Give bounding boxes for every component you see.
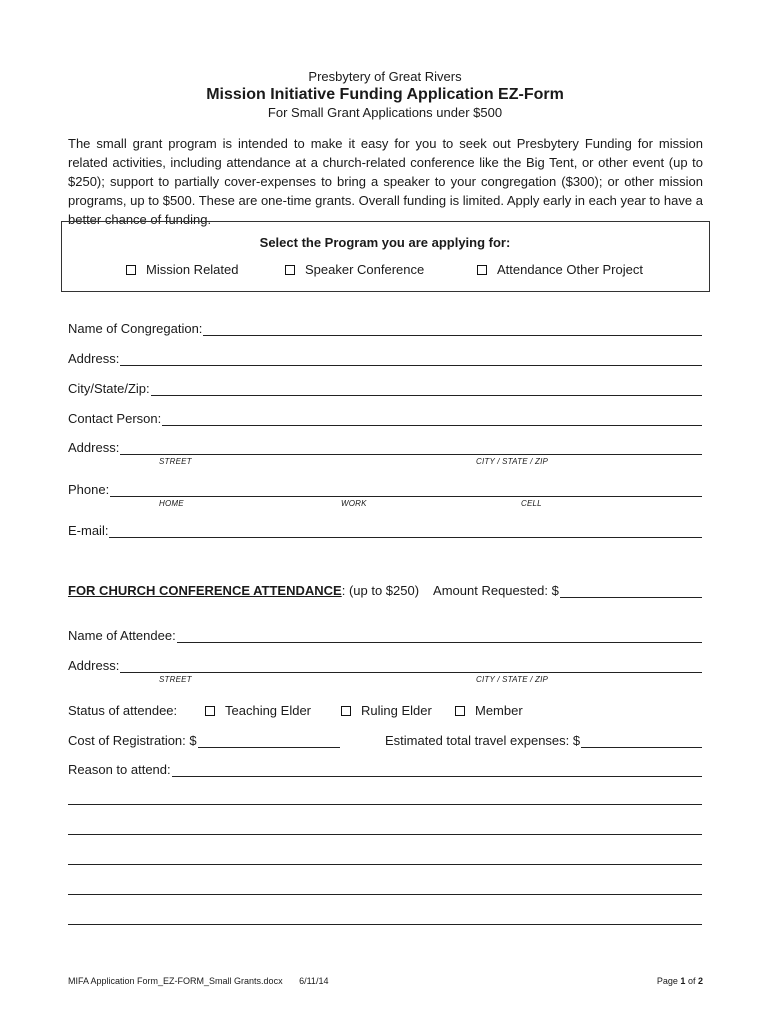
- option-label: Speaker Conference: [305, 262, 425, 277]
- footer-file-info: [68, 976, 328, 986]
- field-label: City/State/Zip:: [68, 381, 150, 396]
- footer-filename: MIFA Application Form_EZ-FORM_Small Grants.docx: [68, 976, 283, 986]
- program-selection-title: Select the Program you are applying for:: [259, 235, 511, 250]
- city-state-zip-field[interactable]: [68, 381, 702, 396]
- status-teaching-elder[interactable]: [205, 703, 311, 718]
- reason-line[interactable]: [68, 894, 702, 895]
- status-ruling-elder[interactable]: [341, 703, 432, 718]
- registration-cost-field[interactable]: [68, 733, 340, 748]
- travel-expenses-field[interactable]: [385, 733, 702, 748]
- field-label: Name of Attendee:: [68, 628, 176, 643]
- footer-date: 6/11/14: [299, 976, 329, 986]
- conference-heading: FOR CHURCH CONFERENCE ATTENDANCE: [68, 583, 342, 598]
- input-line[interactable]: [581, 734, 702, 748]
- footer-page-number: [600, 976, 703, 986]
- option-speaker-conference[interactable]: [285, 262, 424, 277]
- form-subtitle: For Small Grant Applications under $500: [267, 105, 503, 120]
- field-label: Address:: [68, 351, 120, 366]
- field-label: Name of Congregation:: [68, 321, 203, 336]
- conference-heading-row: [68, 583, 702, 598]
- field-label: Phone:: [68, 482, 110, 497]
- attendee-city-caption: CITY / STATE / ZIP: [476, 675, 549, 684]
- checkbox-icon[interactable]: [341, 706, 351, 716]
- input-line[interactable]: [120, 352, 702, 366]
- amount-requested-label: Amount Requested: $: [433, 583, 559, 598]
- input-line[interactable]: [151, 382, 702, 396]
- field-label: Estimated total travel expenses: $: [385, 733, 581, 748]
- field-label: Contact Person:: [68, 411, 162, 426]
- page-word: Page: [656, 976, 678, 986]
- checkbox-icon[interactable]: [455, 706, 465, 716]
- option-label: Member: [475, 703, 523, 718]
- field-label: Address:: [68, 658, 120, 673]
- home-caption: HOME: [159, 499, 184, 508]
- amount-requested-input[interactable]: [560, 584, 702, 598]
- input-line[interactable]: [177, 629, 702, 643]
- city-state-zip-caption: CITY / STATE / ZIP: [476, 457, 549, 466]
- input-line[interactable]: [198, 734, 340, 748]
- checkbox-icon[interactable]: [477, 265, 487, 275]
- option-label: Ruling Elder: [361, 703, 432, 718]
- checkbox-icon[interactable]: [205, 706, 215, 716]
- field-label: Address:: [68, 440, 120, 455]
- input-line[interactable]: [162, 412, 702, 426]
- cell-caption: CELL: [521, 499, 542, 508]
- field-label: Reason to attend:: [68, 762, 171, 777]
- reason-line[interactable]: [68, 834, 702, 835]
- organization-name: Presbytery of Great Rivers: [308, 69, 462, 84]
- input-line[interactable]: [120, 441, 702, 455]
- checkbox-icon[interactable]: [126, 265, 136, 275]
- work-caption: WORK: [341, 499, 367, 508]
- option-label: Mission Related: [146, 262, 239, 277]
- email-field[interactable]: [68, 523, 702, 538]
- reason-line[interactable]: [68, 924, 702, 925]
- option-mission-related[interactable]: [126, 262, 239, 277]
- attendee-status-row: [68, 703, 177, 718]
- page-current: 1: [680, 976, 686, 986]
- status-label: Status of attendee:: [68, 703, 178, 718]
- intro-paragraph: The small grant program is intended to make it easy for you to seek out Presbytery Funding for mission related activities, including attendance at a church-related conference like the Big Tent, or other event (up to $250); support to partially cover-expenses to bring a speaker to your congregation ($300); or other mission programs, up to $500. These are one-time grants. Overall funding is limited. Apply early in each year to have a better chance of funding.: [68, 136, 703, 227]
- field-label: E-mail:: [68, 523, 109, 538]
- option-label: Attendance Other Project: [497, 262, 643, 277]
- checkbox-icon[interactable]: [285, 265, 295, 275]
- phone-field[interactable]: [68, 482, 702, 497]
- input-line[interactable]: [203, 322, 702, 336]
- address-field[interactable]: [68, 351, 702, 366]
- input-line[interactable]: [120, 659, 702, 673]
- option-attendance-other-project[interactable]: [477, 262, 643, 277]
- contact-person-field[interactable]: [68, 411, 702, 426]
- program-selection-box: [61, 221, 710, 292]
- contact-address-field[interactable]: [68, 440, 702, 455]
- input-line[interactable]: [110, 483, 702, 497]
- page-total: 2: [697, 976, 703, 986]
- congregation-name-field[interactable]: [68, 321, 702, 336]
- option-label: Teaching Elder: [225, 703, 311, 718]
- status-member[interactable]: [455, 703, 523, 718]
- input-line[interactable]: [172, 763, 702, 777]
- of-word: of: [687, 976, 696, 986]
- conference-limit: : (up to $250): [341, 583, 420, 598]
- input-line[interactable]: [109, 524, 702, 538]
- reason-line[interactable]: [68, 864, 702, 865]
- form-title: Mission Initiative Funding Application EZ-Form: [206, 86, 564, 103]
- attendee-name-field[interactable]: [68, 628, 702, 643]
- reason-field[interactable]: [68, 762, 702, 777]
- attendee-address-field[interactable]: [68, 658, 702, 673]
- street-caption: STREET: [159, 457, 192, 466]
- reason-line[interactable]: [68, 804, 702, 805]
- attendee-street-caption: STREET: [159, 675, 192, 684]
- field-label: Cost of Registration: $: [68, 733, 197, 748]
